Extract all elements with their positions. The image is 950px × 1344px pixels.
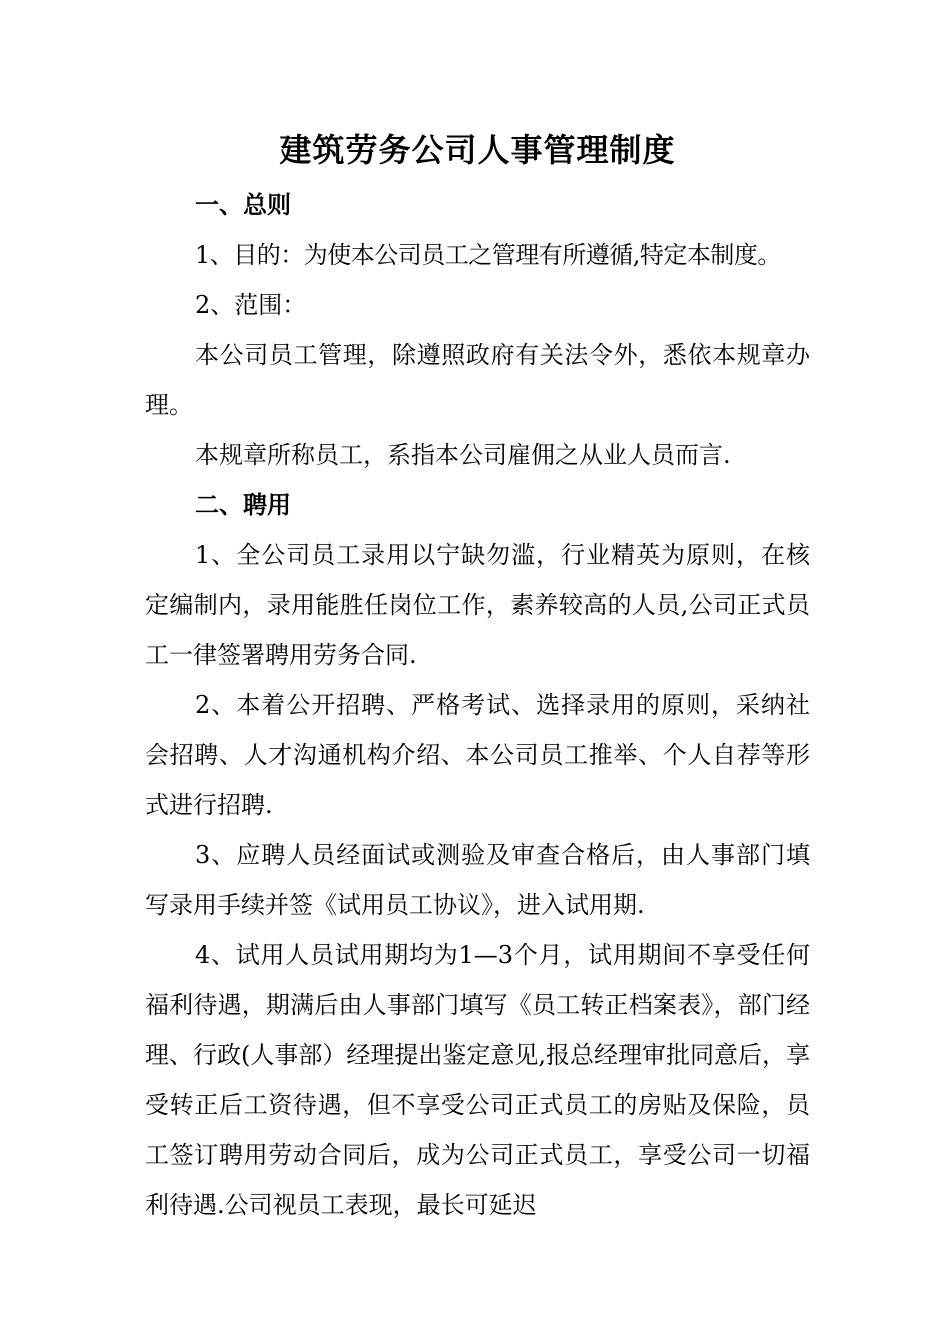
paragraph-recruitment-channels: 2、本着公开招聘、严格考试、选择录用的原则，采纳社会招聘、人才沟通机构介绍、本公司员工推举、个人自荐等形式进行招聘. [145, 691, 810, 819]
paragraph-interview-process: 3、应聘人员经面试或测验及审查合格后，由人事部门填写录用手续并签《试用员工协议》，进入试用期. [145, 841, 810, 919]
paragraph-employee-definition: 本规章所称员工，系指本公司雇佣之从业人员而言. [195, 441, 731, 469]
paragraph-scope-label: 2、范围： [195, 291, 307, 319]
section-heading-hiring: 二、聘用 [195, 490, 291, 519]
document-body [145, 120, 810, 1230]
section-heading-general: 一、总则 [195, 190, 291, 219]
paragraph-hiring-principle: 1、全公司员工录用以宁缺勿滥，行业精英为原则，在核定编制内，录用能胜任岗位工作，素养较高的人员,公司正式员工一律签署聘用劳务合同. [145, 541, 810, 669]
paragraph-purpose: 1、目的：为使本公司员工之管理有所遵循,特定本制度。 [195, 241, 781, 269]
paragraph-scope-rules: 本公司员工管理，除遵照政府有关法令外，悉依本规章办理。 [145, 341, 810, 419]
paragraph-probation-period: 4、试用人员试用期均为1—3个月，试用期间不享受任何福利待遇，期满后由人事部门填写《员工转正档案表》，部门经理、行政(人事部）经理提出鉴定意见,报总经理审批同意后，享受转正后工资待遇，但不享受公司正式员工的房贴及保险，员工签订聘用劳动合同后，成为公司正式员工，享受公司一切福利待遇.公司视员工表现，最长可延迟 [145, 941, 810, 1219]
document-title: 建筑劳务公司人事管理制度 [279, 131, 676, 169]
